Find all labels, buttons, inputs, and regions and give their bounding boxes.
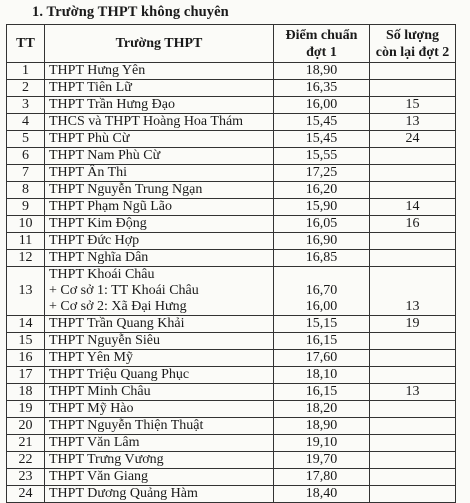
remaining-seats xyxy=(370,233,456,250)
column-header-score-line2: đợt 1 xyxy=(306,44,337,60)
cutoff-score: 17,60 xyxy=(274,350,370,367)
school-name: THPT Dương Quảng Hàm xyxy=(45,486,274,503)
school-name: THPT Phù Cừ xyxy=(45,131,274,148)
table-row xyxy=(7,384,456,401)
remaining-seats-group xyxy=(370,267,456,316)
row-number: 18 xyxy=(7,384,45,401)
column-header-remaining-line1: Số lượng xyxy=(385,27,440,43)
row-number: 24 xyxy=(7,486,45,503)
table-row xyxy=(7,97,456,114)
school-name: THPT Trần Hưng Đạo xyxy=(45,97,274,114)
row-number: 8 xyxy=(7,182,45,199)
row-number: 6 xyxy=(7,148,45,165)
row-number: 2 xyxy=(7,80,45,97)
row-number: 21 xyxy=(7,435,45,452)
table-row xyxy=(7,486,456,503)
table-row xyxy=(7,114,456,131)
school-name: THPT Nguyễn Thiện Thuật xyxy=(45,418,274,435)
remaining-seats: 14 xyxy=(370,199,456,216)
cutoff-score: 18,90 xyxy=(274,418,370,435)
school-name: THPT Triệu Quang Phục xyxy=(45,367,274,384)
table-row xyxy=(7,80,456,97)
row-number: 1 xyxy=(7,63,45,80)
school-name: THPT Tiên Lữ xyxy=(45,80,274,97)
cutoff-score: 15,45 xyxy=(274,114,370,131)
remaining-seats xyxy=(370,80,456,97)
spacer xyxy=(274,267,369,283)
cutoff-score: 15,90 xyxy=(274,199,370,216)
school-name: THCS và THPT Hoàng Hoa Thám xyxy=(45,114,274,131)
school-name: THPT Mỹ Hào xyxy=(45,401,274,418)
remaining-seats: 19 xyxy=(370,316,456,333)
row-number: 15 xyxy=(7,333,45,350)
remaining-seats: 13 xyxy=(370,114,456,131)
table-row xyxy=(7,199,456,216)
remaining-seats xyxy=(370,469,456,486)
remaining-seats xyxy=(370,350,456,367)
column-header-remaining-line2: còn lại đợt 2 xyxy=(375,44,450,60)
school-name: THPT Khoái Châu xyxy=(49,267,155,282)
cutoff-score: 17,80 xyxy=(274,469,370,486)
remaining-seats xyxy=(370,401,456,418)
remaining-seats xyxy=(370,418,456,435)
school-name: THPT Phạm Ngũ Lão xyxy=(45,199,274,216)
cutoff-score: 19,70 xyxy=(274,452,370,469)
table-row xyxy=(7,63,456,80)
school-name: THPT Trần Quang Khải xyxy=(45,316,274,333)
row-number: 16 xyxy=(7,350,45,367)
cutoff-score: 19,10 xyxy=(274,435,370,452)
remaining-seats xyxy=(370,148,456,165)
school-name: THPT Ân Thi xyxy=(45,165,274,182)
cutoff-score: 16,20 xyxy=(274,182,370,199)
row-number: 3 xyxy=(7,97,45,114)
cutoff-score: 16,15 xyxy=(274,384,370,401)
column-header-score-line1: Điểm chuẩn xyxy=(285,27,358,43)
campus-1-score: 16,70 xyxy=(305,283,338,298)
cutoff-score: 16,35 xyxy=(274,80,370,97)
row-number: 12 xyxy=(7,250,45,267)
school-name: THPT Yên Mỹ xyxy=(45,350,274,367)
table-row xyxy=(7,418,456,435)
table-row xyxy=(7,316,456,333)
cutoff-score: 16,15 xyxy=(274,333,370,350)
row-number: 7 xyxy=(7,165,45,182)
school-name: THPT Đức Hợp xyxy=(45,233,274,250)
remaining-seats xyxy=(370,333,456,350)
school-name: THPT Hưng Yên xyxy=(45,63,274,80)
table-row xyxy=(7,216,456,233)
row-number: 5 xyxy=(7,131,45,148)
cutoff-score: 16,85 xyxy=(274,250,370,267)
spacer xyxy=(370,267,455,283)
school-name: THPT Minh Châu xyxy=(45,384,274,401)
column-header-tt: TT xyxy=(7,25,45,63)
row-number: 11 xyxy=(7,233,45,250)
school-name: THPT Kim Động xyxy=(45,216,274,233)
campus-2-name: + Cơ sở 2: Xã Đại Hưng xyxy=(49,299,187,314)
cutoff-score: 15,15 xyxy=(274,316,370,333)
school-name: THPT Nguyễn Trung Ngạn xyxy=(45,182,274,199)
school-name: THPT Trưng Vương xyxy=(45,452,274,469)
row-number: 9 xyxy=(7,199,45,216)
cutoff-score: 15,45 xyxy=(274,131,370,148)
remaining-seats: 15 xyxy=(370,97,456,114)
remaining-seats xyxy=(370,250,456,267)
remaining-seats xyxy=(370,182,456,199)
table-row xyxy=(7,350,456,367)
remaining-seats: 13 xyxy=(370,384,456,401)
cutoff-score: 16,00 xyxy=(274,97,370,114)
table-row xyxy=(7,131,456,148)
row-number: 20 xyxy=(7,418,45,435)
cutoff-score: 18,90 xyxy=(274,63,370,80)
school-name: THPT Nguyễn Siêu xyxy=(45,333,274,350)
campus-1-name: + Cơ sở 1: TT Khoái Châu xyxy=(49,283,199,298)
school-name: THPT Nam Phù Cừ xyxy=(45,148,274,165)
remaining-seats xyxy=(370,63,456,80)
cutoff-score: 15,55 xyxy=(274,148,370,165)
table-row xyxy=(7,452,456,469)
campus-2-score: 16,00 xyxy=(305,299,338,314)
table-row-multi-campus xyxy=(7,267,456,316)
row-number: 22 xyxy=(7,452,45,469)
table-row xyxy=(7,233,456,250)
table-header-row xyxy=(7,25,456,63)
section-title: 1. Trường THPT không chuyên xyxy=(32,4,229,20)
table-row xyxy=(7,165,456,182)
row-number: 10 xyxy=(7,216,45,233)
school-name: THPT Nghĩa Dân xyxy=(45,250,274,267)
cutoff-score: 18,40 xyxy=(274,486,370,503)
spacer xyxy=(370,283,455,299)
school-name-group xyxy=(45,267,274,316)
row-number: 17 xyxy=(7,367,45,384)
table-row xyxy=(7,182,456,199)
remaining-seats xyxy=(370,452,456,469)
column-header-remaining xyxy=(370,25,456,63)
remaining-seats xyxy=(370,367,456,384)
remaining-seats xyxy=(370,486,456,503)
table-row xyxy=(7,333,456,350)
row-number: 23 xyxy=(7,469,45,486)
cutoff-score: 18,20 xyxy=(274,401,370,418)
table-row xyxy=(7,148,456,165)
cutoff-score-group xyxy=(274,267,370,316)
column-header-score xyxy=(274,25,370,63)
table-row xyxy=(7,367,456,384)
table-row xyxy=(7,250,456,267)
school-name: THPT Văn Giang xyxy=(45,469,274,486)
remaining-seats xyxy=(370,165,456,182)
remaining-seats: 24 xyxy=(370,131,456,148)
row-number: 4 xyxy=(7,114,45,131)
campus-2-remaining: 13 xyxy=(405,299,420,314)
row-number: 19 xyxy=(7,401,45,418)
table-row xyxy=(7,401,456,418)
column-header-school: Trường THPT xyxy=(45,25,274,63)
table-row xyxy=(7,469,456,486)
school-name: THPT Văn Lâm xyxy=(45,435,274,452)
row-number: 14 xyxy=(7,316,45,333)
cutoff-score: 18,10 xyxy=(274,367,370,384)
remaining-seats: 16 xyxy=(370,216,456,233)
admission-scores-table xyxy=(6,24,456,503)
cutoff-score: 16,90 xyxy=(274,233,370,250)
table-row xyxy=(7,435,456,452)
row-number: 13 xyxy=(7,267,45,316)
cutoff-score: 17,25 xyxy=(274,165,370,182)
remaining-seats xyxy=(370,435,456,452)
cutoff-score: 16,05 xyxy=(274,216,370,233)
